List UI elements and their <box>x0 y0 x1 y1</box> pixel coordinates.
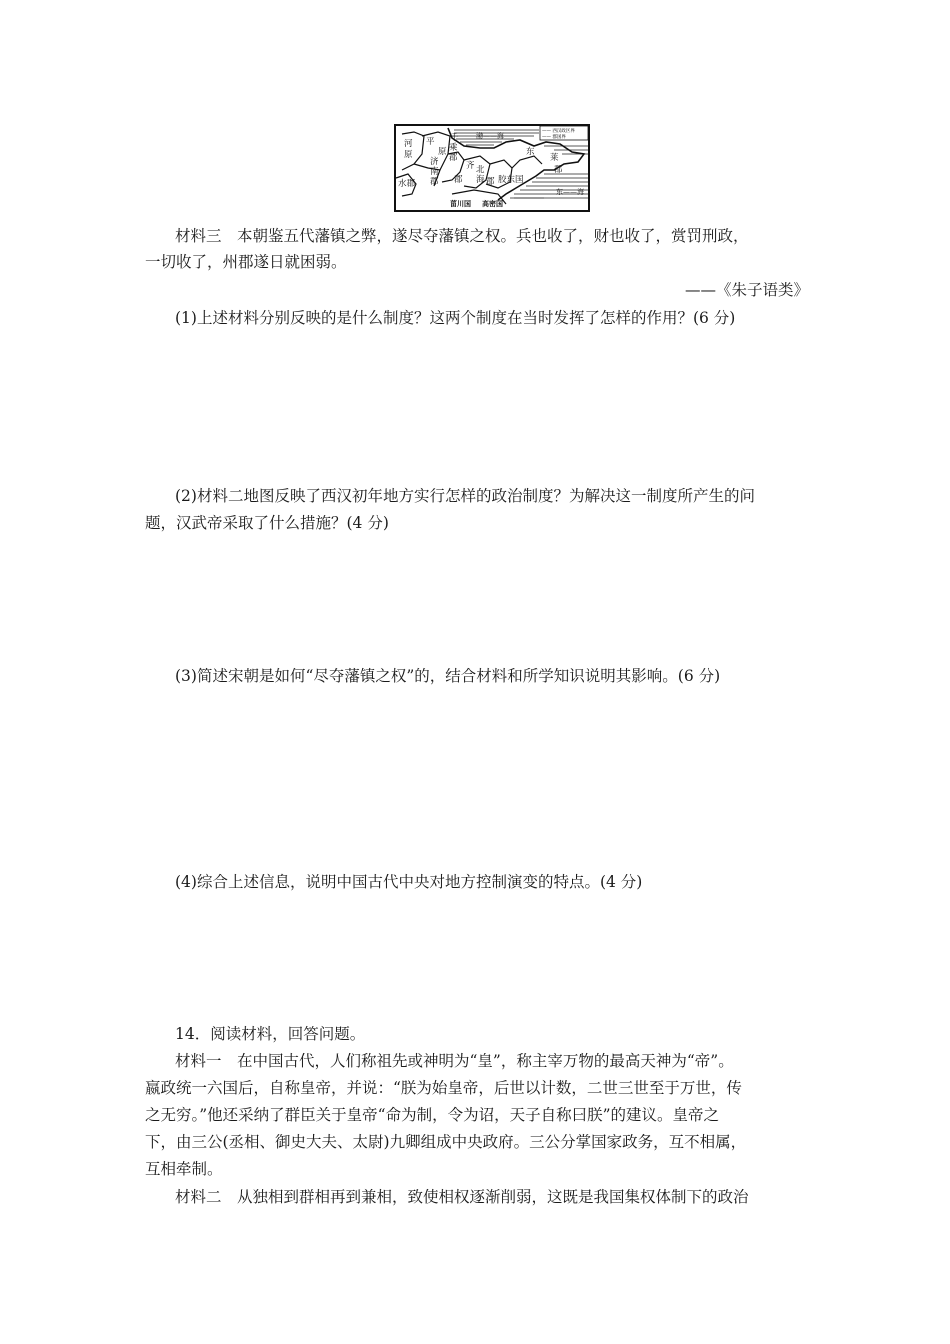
question-14-heading: 14．阅读材料，回答问题。 <box>175 1025 366 1043</box>
sea-label: 东——海 <box>556 188 584 196</box>
map-label: 济 <box>430 157 439 167</box>
map-label: 菑川国 <box>450 199 471 208</box>
question-2: (2)材料二地图反映了西汉初年地方实行怎样的政治制度？为解决这一制度所产生的问 <box>175 487 755 505</box>
question-3: (3)简述宋朝是如何“尽夺藩镇之权”的，结合材料和所学知识说明其影响。(6 分) <box>175 667 721 685</box>
material-one-line: 材料一 在中国古代，人们称祖先或神明为“皇”，称主宰万物的最高天神为“帝”。 <box>175 1052 734 1070</box>
material-one-line: 嬴政统一六国后，自称皇帝，并说：“朕为始皇帝，后世以计数，二世三世至于万世，传 <box>145 1079 742 1097</box>
map-label: 郡 <box>449 153 458 163</box>
map-label: 莱 <box>550 153 559 163</box>
material-three-line: 材料三 本朝鉴五代藩镇之弊，遂尽夺藩镇之权。兵也收了，财也收了，赏罚刑政， <box>175 227 749 245</box>
map-label: 郡 <box>430 177 439 187</box>
question-1: (1)上述材料分别反映的是什么制度？这两个制度在当时发挥了怎样的作用？(6 分) <box>175 309 736 327</box>
material-three-line: 一切收了，州郡遂日就困弱。 <box>145 253 347 271</box>
question-2-cont: 题，汉武帝采取了什么措施？(4 分) <box>145 514 389 532</box>
map-label: 高密国 <box>482 199 503 208</box>
map-label: 河 <box>404 139 413 149</box>
map-label: 东 <box>526 147 535 157</box>
legend-item: —— 西汉政区界 <box>542 129 575 134</box>
map-label: 千 <box>450 133 459 143</box>
map-label: 齐 <box>466 161 475 171</box>
map-label: 郡 <box>454 175 463 185</box>
legend-item: —— 郡国界 <box>542 135 566 140</box>
map-label: 北 <box>476 165 485 175</box>
map-label: 郡 <box>554 165 563 175</box>
material-one-line: 互相牵制。 <box>145 1160 223 1178</box>
map-label: 乘 <box>449 143 458 153</box>
material-one-line: 下，由三公(丞相、御史大夫、太尉)九卿组成中央政府。三公分掌国家政务，互不相属， <box>145 1133 747 1151</box>
source-citation: ——《朱子语类》 <box>684 281 809 299</box>
material-two-line: 材料二 从独相到群相再到兼相，致使相权逐渐削弱，这既是我国集权体制下的政治 <box>175 1188 749 1206</box>
map-label: 胶东国 <box>498 175 524 185</box>
question-4: (4)综合上述信息，说明中国古代中央对地方控制演变的特点。(4 分) <box>175 873 643 891</box>
map-label: 南 <box>430 167 439 177</box>
map-label: 原 <box>404 150 413 160</box>
map-label: 原 <box>438 147 447 157</box>
map-label: 海 <box>476 175 485 185</box>
material-one-line: 之无穷。”他还采纳了群臣关于皇帝“命为制，令为诏，天子自称曰朕”的建议。皇帝之 <box>145 1106 720 1124</box>
map-label: 水郡 <box>398 179 416 189</box>
map-label: 平 <box>426 137 435 147</box>
sea-label: 渤——海 <box>476 132 504 140</box>
map-label: 郡 <box>486 177 495 187</box>
western-han-map <box>394 124 590 212</box>
